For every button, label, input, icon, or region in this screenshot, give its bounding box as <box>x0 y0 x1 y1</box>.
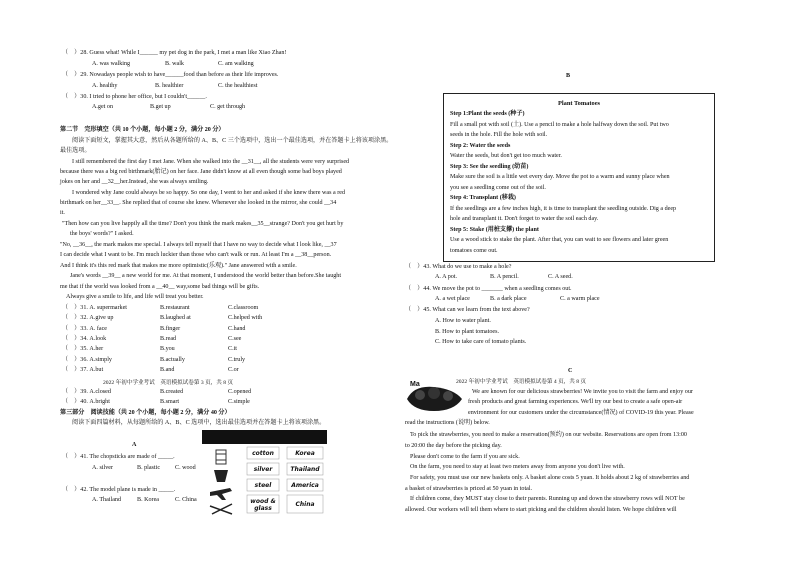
q43-text: （ ）43. What do we use to make a hole? <box>405 264 512 270</box>
reading-b-label: B <box>566 73 571 79</box>
passage-line: Jane's words __39__ a new world for me. At that moment, I understood the world better than before.She taught <box>70 273 342 279</box>
q43-option-b: B. A pencil. <box>490 274 519 280</box>
cloze-q37-c: C.or <box>228 367 239 373</box>
cloze-q33: （ ）33. A. face <box>62 326 108 332</box>
q29-option-c: C. the healthiest <box>218 83 258 89</box>
step-text: Use a wood stick to stake the plant. After that, you can wait to see flowers and later green <box>450 237 669 243</box>
material-cell: glass <box>254 505 272 512</box>
q42-option-b: B. Korea <box>137 497 159 503</box>
cloze-q39-c: C.opened <box>228 389 252 395</box>
passage-line: it. <box>60 210 65 216</box>
passage-line: birthmark on her__33__. She replied that of course she knew. Whenever she looked in the mirror, she could __34 <box>60 200 337 206</box>
c-line: fresh products and great farming experiences. We'll try our best to create a safe open-air <box>468 399 683 405</box>
material-cell: wood & <box>250 498 276 505</box>
page-footer-right: 2022 年初中学业考试 英语模拟试卷第 4 页，共 8 页 <box>456 379 587 385</box>
q28-text: （ ）28. Guess what! While I______ my pet dog in the park, I met a man like Xiao Zhan! <box>62 50 287 56</box>
cloze-q33-b: B.finger <box>160 326 181 332</box>
q30-text: （ ）30. I tried to phone her office, but I couldn't______. <box>62 94 207 100</box>
q29-option-a: A. healthy <box>92 83 118 89</box>
c-line: To pick the strawberries, you need to make a reservation(预约) on our website. Reservations are open from 13:00 <box>410 432 687 438</box>
section3-title: 第三部分 阅读技能（共 20 个小题，每小题 2 分，满分 40 分） <box>60 410 231 416</box>
q44-option-b: B. a dark place <box>490 296 527 302</box>
c-line: Please don't come to the farm if you are sick. <box>410 454 520 460</box>
step-text: Make sure the soil is a little wet every day. Move the pot to a warm and sunny place when <box>450 174 670 180</box>
reading-c-label: C <box>568 368 573 374</box>
passage-line: Always give a smile to life, and life will treat you better. <box>66 294 204 300</box>
q28-option-c: C. am walking <box>218 61 254 67</box>
passage-line: because there was a big red birthmark(胎记) on her face. Jane didn't know at all even though some bad boys played <box>60 169 342 175</box>
cloze-q31-b: B.restaurant <box>160 305 190 311</box>
step-text: Water the seeds, but don't get too much water. <box>450 153 562 159</box>
cloze-q34: （ ）34. A.look <box>62 336 107 342</box>
q28-option-b: B. walk <box>165 61 184 67</box>
q41-option-b: B. plastic <box>137 465 161 471</box>
q45-option-c: C. How to take care of tomato plants. <box>435 339 527 345</box>
q30-option-a: A.get on <box>92 104 113 110</box>
step-text: If the seedlings are a few inches high, it is time to transplant the seedling outside. Dig a deep <box>450 205 677 212</box>
c-line: read the instructions (说明) below. <box>405 420 490 426</box>
cloze-q40: （ ）40. A.bright <box>62 399 110 405</box>
c-line: We are known for our delicious strawberries! We invite you to visit the farm and enjoy our <box>472 389 693 395</box>
cloze-q40-b: B.smart <box>160 399 180 405</box>
section3-instructions: 阅读下面四篇材料，从每题所给的 A、B、C 选项中，选出最佳选项并在答题卡上将该项涂黑。 <box>72 420 326 426</box>
q44-option-c: C. a warm place <box>560 296 600 302</box>
step-heading: Step 1:Plant the seeds (种子) <box>450 111 525 117</box>
c-line: If children come, they MUST stay close to their parents. Running up and down the strawberry rows will NOT be <box>410 496 685 502</box>
cloze-q35-b: B.you <box>160 346 175 352</box>
cloze-q37-b: B.and <box>160 367 175 373</box>
spool-icon <box>216 450 226 464</box>
redacted-bar <box>202 430 327 444</box>
c-line: allowed. Our workers will tell them where to start picking and the children should listen. We hope children will <box>405 507 677 513</box>
step-text: hole and transplant it. Don't forget to water the soil each day. <box>450 216 599 222</box>
cloze-q31-c: C.classroom <box>228 305 259 311</box>
passage-line: And I think it's this red mark that makes me more optimistic(乐观)." Jane answered with a smile. <box>60 263 297 269</box>
step-heading: Step 5: Stake (用桩支撑) the plant <box>450 226 539 233</box>
country-cell: America <box>291 482 319 489</box>
q45-option-a: A. How to water plant. <box>435 318 491 324</box>
q41-option-a: A. silver <box>92 465 113 471</box>
box-title: Plant Tomatoes <box>557 100 601 107</box>
section2-instructions: 阅读下面短文，掌握其大意，然后从各题所给的 A、B、C 三个选项中，选出一个最佳选项，并在答题卡上将该项涂黑。 <box>72 138 393 144</box>
c-line: For safety, you must use our new baskets only. A basket alone costs 5 yuan. It holds about 2 kg of strawberries and <box>410 475 690 481</box>
step-text: you see a seedling come out of the soil. <box>450 184 546 191</box>
q43-option-a: A. A pot. <box>435 274 458 280</box>
cloze-q35-c: C.it <box>228 346 237 352</box>
reading-a-items-image <box>202 430 327 515</box>
section2-instructions-2: 最佳选项。 <box>60 148 91 154</box>
q41-option-c: C. wood <box>175 465 196 471</box>
passage-line: I can decide what I want to be. I'm much luckier than those who can't walk or run. At least I'm a __38__person. <box>60 252 332 258</box>
cloze-q31: （ ）31. A. supermarket <box>62 305 127 311</box>
cloze-q34-c: C.see <box>228 336 242 342</box>
c-line: On the farm, you need to stay at least two meters away from anyone you don't live with. <box>410 464 625 470</box>
cloze-q36-b: B.actually <box>160 357 185 363</box>
q28-option-a: A. was walking <box>92 61 131 67</box>
q30-option-c: C. get through <box>210 104 246 110</box>
cloze-q39-b: B.created <box>160 389 184 395</box>
q42-text: （ ）42. The model plane is made in _____. <box>62 487 176 493</box>
cloze-q32-c: C.helped with <box>228 315 263 321</box>
passage-line: "Then how can you live happily all the time? Don't you think the mark makes__35__strange? Don't you get hurt by <box>62 221 344 227</box>
q44-option-a: A. a wet place <box>435 296 470 302</box>
material-cell: cotton <box>252 450 274 457</box>
chopsticks-icon <box>210 504 232 514</box>
passage-line: jokes on her and __32__her.Instead, she was always smiling. <box>60 179 209 185</box>
q45-option-b: B. How to plant tomatoes. <box>435 329 499 335</box>
passage-line: the boys' words?" I asked. <box>70 231 134 237</box>
passage-line: I still remembered the first day I met Jane. When she walked into the __31__, all the students were very surprised <box>72 159 350 165</box>
cloze-q40-c: C.simple <box>228 399 250 405</box>
q41-text: （ ）41. The chopsticks are made of _____. <box>62 454 175 460</box>
q30-option-b: B.get up <box>150 104 171 110</box>
q45-text: （ ）45. What can we learn from the text above? <box>405 307 530 313</box>
q42-option-a: A. Thailand <box>92 497 121 503</box>
passage-line: I wondered why Jane could always be so happy. So one day, I went to her and asked if she knew there was a red <box>72 190 346 196</box>
c-line: environment for our customers under the circumstance(情况) of COVID-19 this year. Please <box>468 410 694 416</box>
page-footer-left: 2022 年初中学业考试 英语模拟试卷第 3 页，共 8 页 <box>103 380 234 386</box>
step-heading: Step 3: See the seedling (幼苗) <box>450 163 529 170</box>
reading-a-label: A <box>132 442 137 448</box>
cloze-q32-b: B.laughed at <box>160 315 191 321</box>
step-heading: Step 2: Water the seeds <box>450 142 511 149</box>
cloze-q37: （ ）37. A.but <box>62 367 104 373</box>
country-cell: Thailand <box>290 466 320 473</box>
section2-title: 第二节 完形填空（共 10 个小题，每小题 2 分，满分 20 分） <box>60 127 225 133</box>
step-text: seeds in the hole. Fill the hole with soil. <box>450 132 548 138</box>
q42-option-c: C. China <box>175 497 197 503</box>
cloze-q36-c: C.truly <box>228 357 246 363</box>
cloze-q32: （ ）32. A.give up <box>62 315 114 321</box>
q43-option-c: C. A seed. <box>548 274 573 280</box>
q44-text: （ ）44. We move the pot to _______ when a seedling comes out. <box>405 286 572 292</box>
passage-line: "No, __36__, the mark makes me special. I always tell myself that I have no way to decide what I look like, __37 <box>60 242 337 248</box>
country-cell: Korea <box>295 450 315 457</box>
logo-text: Ma <box>410 381 420 388</box>
c-line: to 20:00 the day before the picking day. <box>405 443 502 449</box>
q29-option-b: B. healthier <box>155 83 184 89</box>
country-cell: China <box>295 501 315 508</box>
q29-text: （ ）29. Nowadays people wish to have______food than before as their life improves. <box>62 72 279 78</box>
cloze-q39: （ ）39. A.closed <box>62 389 111 395</box>
c-line: a basket of strawberries is priced at 50 yuan in total. <box>405 486 533 492</box>
cloze-q36: （ ）36. A.simply <box>62 357 112 363</box>
step-text: tomatoes come out. <box>450 247 498 254</box>
material-cell: silver <box>253 466 273 473</box>
cloze-q34-b: B.read <box>160 336 177 342</box>
step-heading: Step 4: Transplant (移栽) <box>450 195 516 201</box>
cup-icon <box>214 470 228 482</box>
material-cell: steel <box>254 482 272 489</box>
tomato-instructions-box <box>443 93 715 262</box>
passage-line: me that if the world was looked from a __40__ way,some bad things will be gifts. <box>60 284 260 290</box>
plane-icon <box>210 488 232 500</box>
step-text: Fill a small pot with soil (土). Use a pencil to make a hole halfway down the soil. Put two <box>450 121 669 128</box>
cloze-q35: （ ）35. A.her <box>62 346 104 352</box>
cloze-q33-c: C.hand <box>228 326 246 332</box>
